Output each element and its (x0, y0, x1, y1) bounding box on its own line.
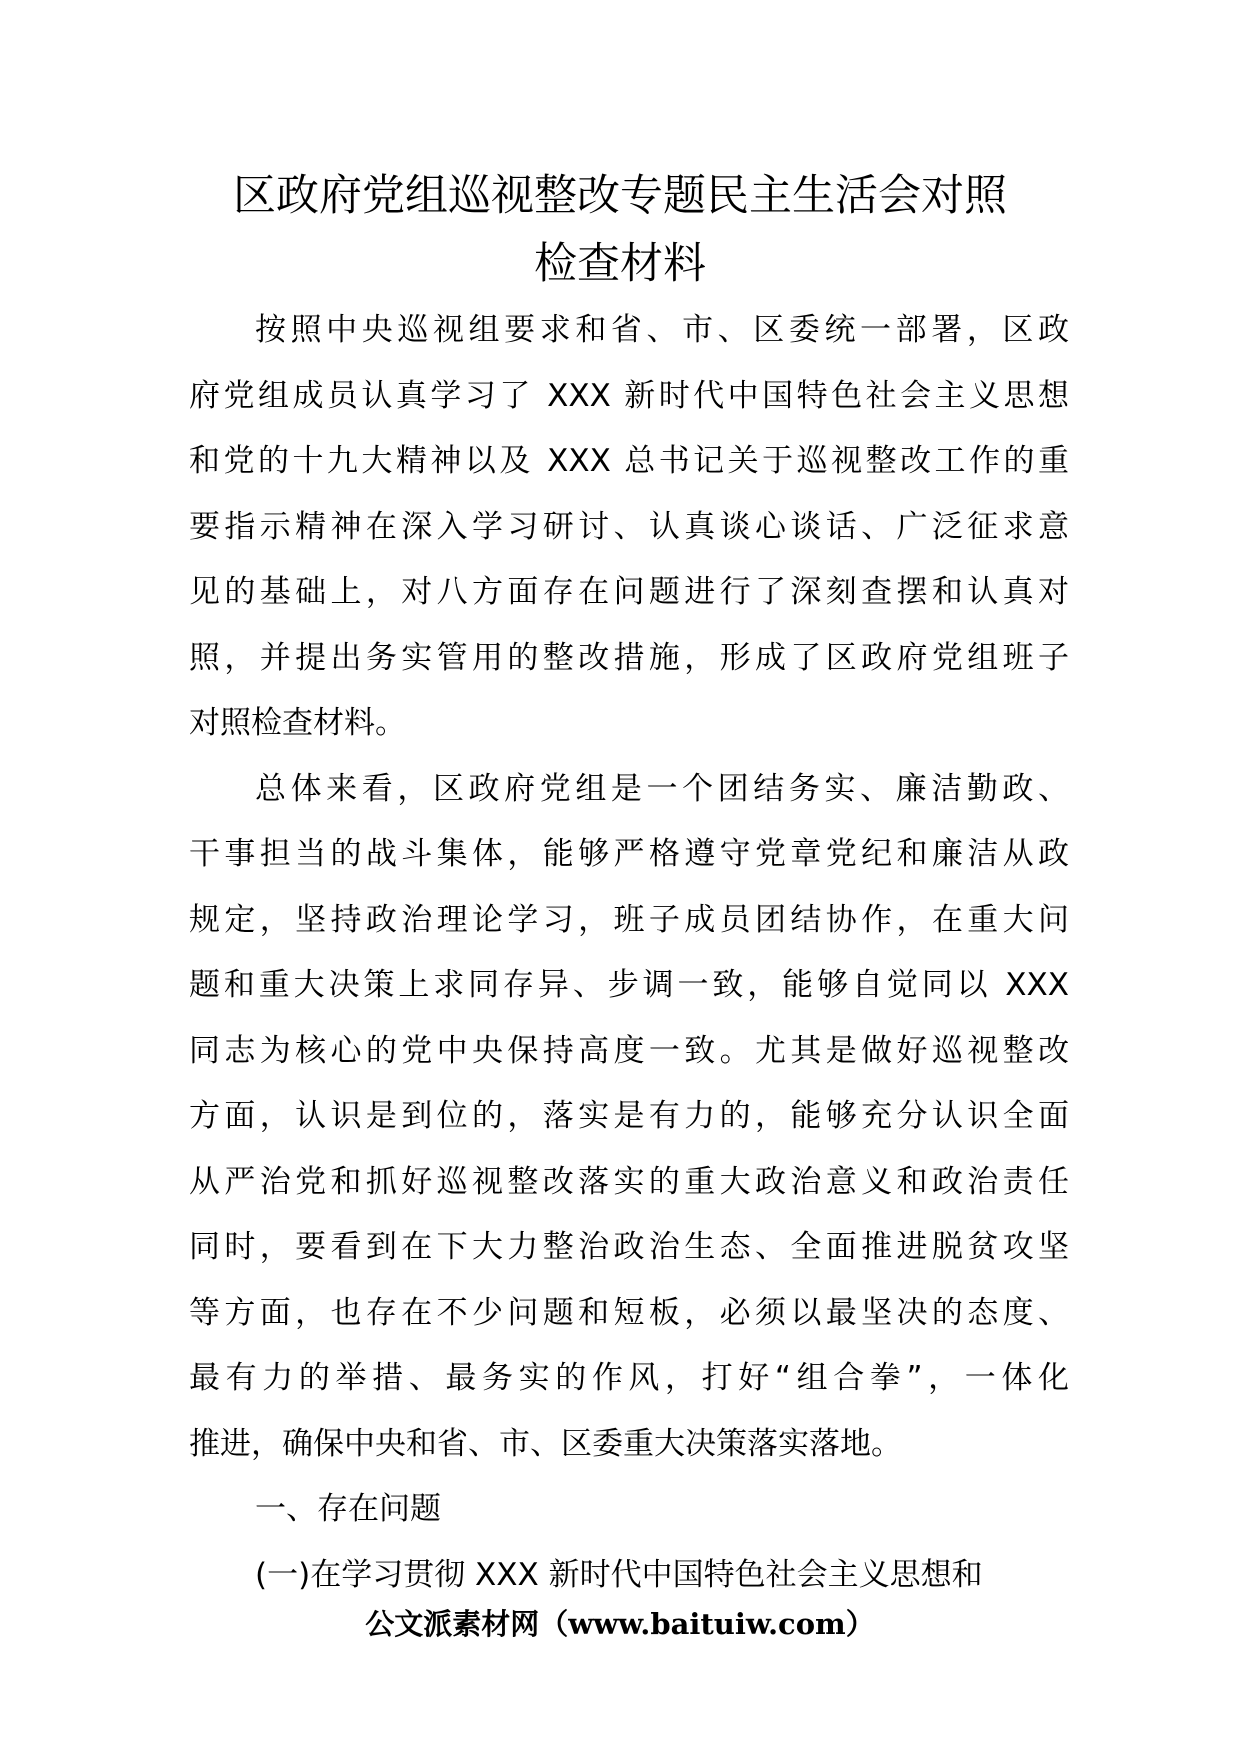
paragraph-1-line-7: 对照检查材料。 (189, 705, 406, 741)
paragraph-2-line-8: 同时，要看到在下大力整治政治生态、全面推进脱贫攻坚 (189, 1229, 1069, 1265)
paragraph-2-line-2: 干事担当的战斗集体，能够严格遵守党章党纪和廉洁从政 (189, 836, 1069, 872)
paragraph-2-line-5: 同志为核心的党中央保持高度一致。尤其是做好巡视整改 (189, 1032, 1069, 1069)
document-title-line-2: 检查材料 (534, 239, 706, 289)
subsection-1-line-1: (一)在学习贯彻 XXX 新时代中国特色社会主义思想和 (255, 1556, 983, 1593)
paragraph-1-line-1: 按照中央巡视组要求和省、市、区委统一部署，区政 (255, 312, 1069, 348)
section-heading-issues: 一、存在问题 (255, 1491, 441, 1527)
paragraph-2-line-3: 规定，坚持政治理论学习，班子成员团结协作，在重大问 (189, 901, 1069, 938)
paragraph-1-line-5: 见的基础上，对八方面存在问题进行了深刻查摆和认真对 (189, 574, 1069, 610)
document-body (189, 298, 1069, 1608)
paragraph-2-line-1: 总体来看，区政府党组是一个团结务实、廉洁勤政、 (255, 770, 1069, 807)
paragraph-1-line-6: 照，并提出务实管用的整改措施，形成了区政府党组班子 (189, 639, 1069, 676)
paragraph-2-line-9: 等方面，也存在不少问题和短板，必须以最坚决的态度、 (189, 1294, 1069, 1331)
paragraph-1-line-4: 要指示精神在深入学习研讨、认真谈心谈话、广泛征求意 (189, 508, 1069, 545)
paragraph-1-line-2: 府党组成员认真学习了 XXX 新时代中国特色社会主义思想 (189, 377, 1069, 414)
footer-watermark: 公文派素材网（www.baituiw.com） (365, 1607, 875, 1641)
paragraph-2-line-11: 推进，确保中央和省、市、区委重大决策落实落地。 (189, 1425, 902, 1462)
paragraph-2-line-7: 从严治党和抓好巡视整改落实的重大政治意义和政治责任 (189, 1163, 1069, 1200)
document-title-line-1: 区政府党组巡视整改专题民主生活会对照 (233, 171, 1007, 221)
paragraph-1-line-3: 和党的十九大精神以及 XXX 总书记关于巡视整改工作的重 (189, 443, 1069, 479)
paragraph-2-line-4: 题和重大决策上求同存异、步调一致，能够自觉同以 XXX (189, 967, 1069, 1003)
paragraph-2-line-10: 最有力的举措、最务实的作风，打好“组合拳”，一体化 (189, 1360, 1069, 1396)
paragraph-2-line-6: 方面，认识是到位的，落实是有力的，能够充分认识全面 (189, 1098, 1069, 1134)
